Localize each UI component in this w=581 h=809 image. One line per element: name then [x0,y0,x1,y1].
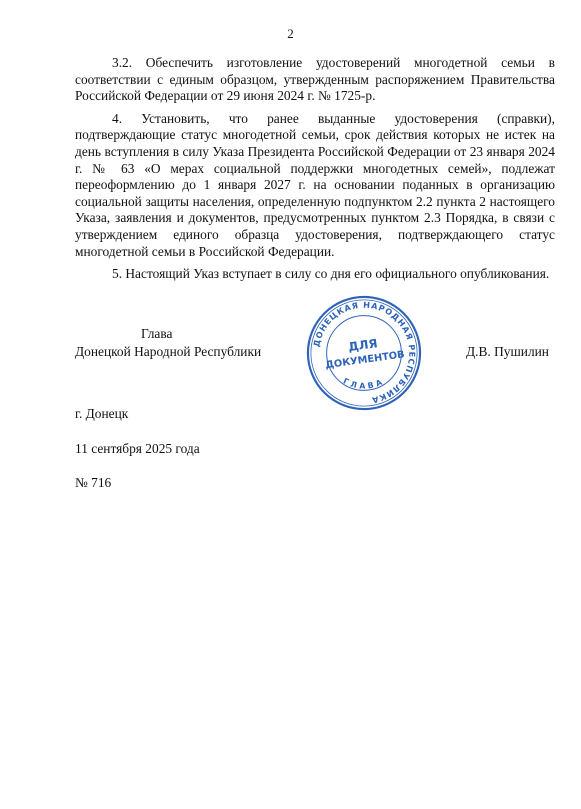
stamp-center-line2: ДОКУМЕНТОВ [324,349,406,372]
paragraph-3-2: 3.2. Обеспечить изготовление удостоверений многодетной семьи в соответствии с единым образцом, утвержденным распоряжением Правительства Российской Федерации от 29 июня 2024 г. № 1725-р. [75,55,555,104]
signature-title: Глава [141,326,173,341]
official-seal-stamp [305,294,423,412]
stamp-center-line1: ДЛЯ [347,336,379,355]
paragraph-4: 4. Установить, что ранее выданные удостоверения (справки), подтверждающие статус многодетной семьи, срок действия которых не истек на день вступления в силу Указа Президента Российской Федерации от 23 января 2024 г. № 63 «О мерах социальной поддержки многодетных семей», подлежат переоформлению до 1 января 2027 г. на основании поданных в организацию социальной защиты населения, определенную подпунктом 2.2 пункта 2 настоящего Указа, заявления и документов, предусмотренных пунктом 2.3 Порядка, в связи с утверждением единого образца удостоверения, подтверждающего статус многодетной семьи в Российской Федерации. [75,110,555,259]
place-of-signing: г. Донецк [75,406,129,421]
stamp-bottom-text: ГЛАВА [341,376,387,391]
stamp-ring-text: ДОНЕЦКАЯ НАРОДНАЯ РЕСПУБЛИКА [311,299,418,406]
paragraph-5: 5. Настоящий Указ вступает в силу со дня его официального опубликования. [112,266,550,282]
document-body [75,55,555,289]
signature-name: Д.В. Пушилин [466,344,549,359]
page-number: 2 [287,26,294,41]
document-number: № 716 [75,475,112,490]
document-date: 11 сентября 2025 года [75,441,200,456]
signature-organization: Донецкой Народной Республики [75,344,262,359]
